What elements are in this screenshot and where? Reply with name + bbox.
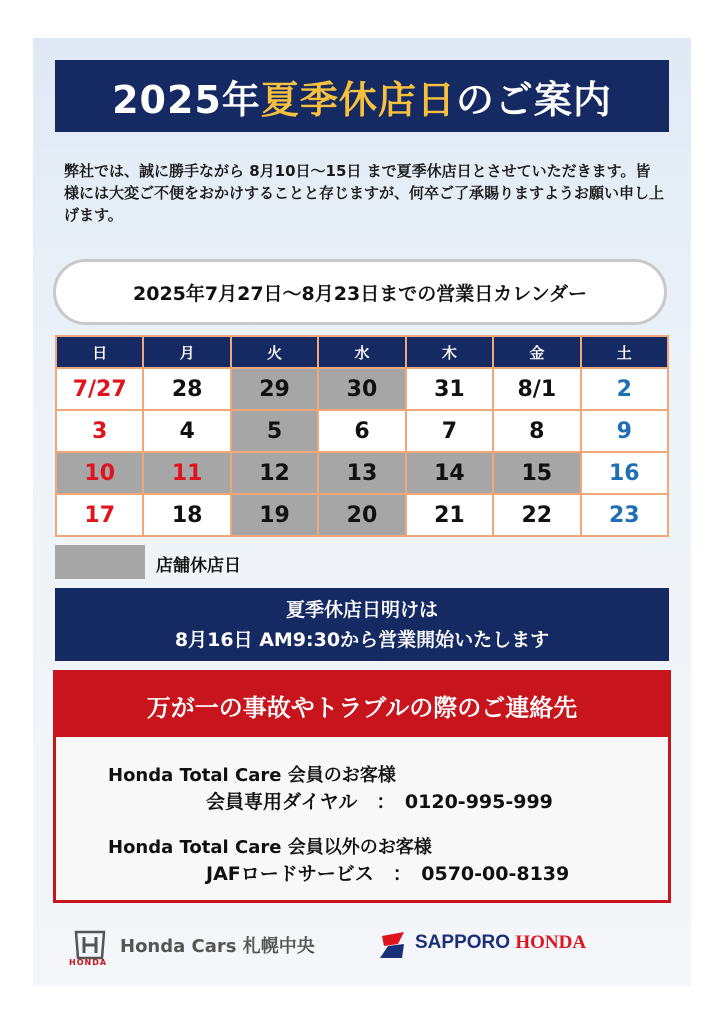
- calendar-day-cell: 19: [231, 494, 318, 536]
- calendar-day-cell: 14: [406, 452, 493, 494]
- nonmembers-label: Honda Total Care 会員以外のお客様: [108, 837, 432, 858]
- calendar-day-cell: 7: [406, 410, 493, 452]
- calendar-day-cell: 30: [318, 368, 405, 410]
- calendar-week-row: [56, 494, 668, 536]
- title-year: 2025年: [112, 77, 261, 122]
- calendar-day-cell: 17: [56, 494, 143, 536]
- reopen-line-1: 夏季休店日明けは: [285, 598, 438, 621]
- closed-legend-swatch: [55, 545, 145, 579]
- weekday-wed: 水: [318, 336, 405, 368]
- closed-legend-label: 店舗休店日: [156, 556, 241, 576]
- sapporo-honda-wordmark: [415, 932, 586, 954]
- weekday-header-row: [56, 336, 668, 368]
- calendar-day-cell: 2: [581, 368, 668, 410]
- calendar-week-row: [56, 452, 668, 494]
- reopen-notice: [55, 588, 669, 661]
- calendar-day-cell: 4: [143, 410, 230, 452]
- weekday-thu: 木: [406, 336, 493, 368]
- weekday-fri: 金: [493, 336, 580, 368]
- calendar-day-cell: 20: [318, 494, 405, 536]
- calendar-day-cell: 29: [231, 368, 318, 410]
- calendar-day-cell: 9: [581, 410, 668, 452]
- weekday-tue: 火: [231, 336, 318, 368]
- footer-logos: [33, 918, 691, 968]
- honda-word-red: HONDA: [515, 932, 587, 953]
- honda-logo-text: HONDA: [69, 958, 108, 967]
- calendar-caption: 2025年7月27日～8月23日までの営業日カレンダー: [53, 259, 667, 325]
- title-highlight: 夏季休店日: [260, 77, 456, 122]
- calendar-day-cell: 10: [56, 452, 143, 494]
- dealer-name: Honda Cars 札幌中央: [120, 936, 315, 957]
- calendar-day-cell: 3: [56, 410, 143, 452]
- calendar-day-cell: 12: [231, 452, 318, 494]
- calendar-week-row: [56, 410, 668, 452]
- calendar-day-cell: 8/1: [493, 368, 580, 410]
- page-title: [55, 60, 669, 132]
- sapporo-honda-logo-icon: [378, 930, 408, 960]
- weekday-sat: 土: [581, 336, 668, 368]
- calendar-day-cell: 11: [143, 452, 230, 494]
- members-phone-line: 会員専用ダイヤル ： 0120-995-999: [206, 791, 553, 813]
- honda-wing-logo-icon: [73, 928, 107, 962]
- sapporo-word: SAPPORO: [415, 932, 511, 953]
- calendar-day-cell: 21: [406, 494, 493, 536]
- weekday-sun: 日: [56, 336, 143, 368]
- calendar-day-cell: 18: [143, 494, 230, 536]
- weekday-mon: 月: [143, 336, 230, 368]
- calendar-day-cell: 22: [493, 494, 580, 536]
- contact-heading: 万が一の事故やトラブルの際のご連絡先: [56, 673, 668, 737]
- calendar-day-cell: 28: [143, 368, 230, 410]
- emergency-contact-box: [53, 670, 671, 903]
- calendar-day-cell: 7/27: [56, 368, 143, 410]
- title-suffix: のご案内: [455, 77, 612, 122]
- intro-text: 弊社では、誠に勝手ながら 8月10日～15日 まで夏季休店日とさせていただきます。皆様には大変ご不便をおかけすることと存じますが、何卒ご了承賜りますようお願い申し上げます。: [64, 162, 665, 224]
- nonmembers-phone-line: JAFロードサービス ： 0570-00-8139: [206, 863, 570, 885]
- calendar-day-cell: 31: [406, 368, 493, 410]
- reopen-line-2: 8月16日 AM9:30から営業開始いたします: [174, 628, 550, 651]
- business-calendar: [55, 335, 669, 537]
- calendar-day-cell: 23: [581, 494, 668, 536]
- members-label: Honda Total Care 会員のお客様: [108, 765, 396, 786]
- calendar-day-cell: 13: [318, 452, 405, 494]
- calendar-day-cell: 16: [581, 452, 668, 494]
- calendar-day-cell: 5: [231, 410, 318, 452]
- calendar-week-row: [56, 368, 668, 410]
- calendar-day-cell: 15: [493, 452, 580, 494]
- calendar-day-cell: 8: [493, 410, 580, 452]
- calendar-day-cell: 6: [318, 410, 405, 452]
